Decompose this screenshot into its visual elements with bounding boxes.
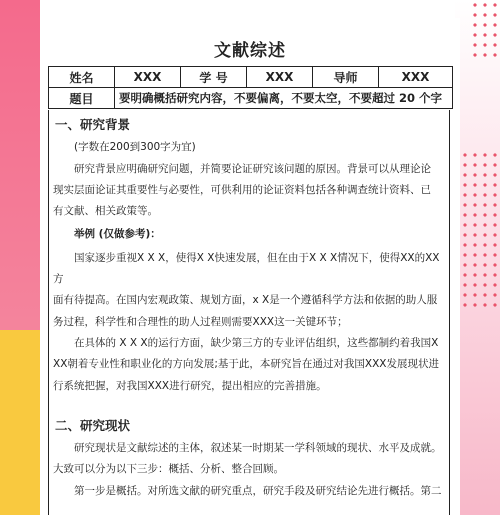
word-count-note: (字数在200到300字为宜) (74, 141, 196, 154)
status-line: 研究现状是文献综述的主体，叙述某一时期某一学科领域的现状、水平及成就。 (74, 442, 442, 455)
student-id-label: 学 号 (181, 67, 247, 88)
info-table (48, 66, 453, 109)
name-label: 姓名 (49, 67, 115, 88)
advisor-label: 导师 (313, 67, 379, 88)
decor-yellow-band (0, 330, 40, 515)
example-line: 面有待提高。在国内宏观政策、规划方面，x X是一个遵循科学方法和依据的助人服 (53, 294, 438, 307)
section-heading-background: 一、研究背景 (55, 117, 131, 132)
student-id-value: XXX (247, 67, 313, 88)
topic-value: 要明确概括研究内容，不要偏离，不要太空，不要超过 20 个字 (115, 88, 453, 109)
section-heading-status: 二、研究现状 (55, 417, 131, 433)
example-line: 行系统把握，对我国XXX进行研究，提出相应的完善措施。 (53, 379, 327, 392)
example-line: XX朝着专业性和职业化的方向发展;基于此，本研究旨在通过对我国XXX发展现状进 (53, 358, 440, 371)
example-line: 在具体的 X X X的运行方面，缺少第三方的专业评估组织，这些都制约着我国X (74, 336, 439, 349)
document-page (40, 18, 460, 515)
status-line: 大致可以分为以下三步：概括、分析、整合回顾。 (53, 463, 284, 476)
intro-line: 研究背景应明确研究问题，并简要论证研究该问题的原因。背景可以从理论论 (74, 162, 431, 175)
topic-row (49, 88, 453, 109)
name-value: XXX (115, 67, 181, 88)
document-title: 文献综述 (214, 41, 286, 61)
example-line: 国家逐步重视X X X，使得X X快速发展，但在由于X X X情况下，使得XX的XX方 (53, 251, 440, 286)
topic-label: 题目 (49, 88, 115, 109)
example-label: 举例 (仅做参考)： (74, 228, 161, 241)
advisor-value: XXX (379, 67, 453, 88)
intro-line: 现实层面论证其重要性与必要性，可供利用的论证资料包括各种调查统计资料、已 (53, 183, 431, 196)
info-row (49, 67, 453, 88)
intro-line: 有文献、相关政策等。 (53, 205, 158, 218)
content-body (48, 110, 450, 515)
example-line: 务过程，科学性和合理性的助人过程则需要XXX这一关键环节； (53, 315, 348, 328)
status-line: 第一步是概括。对所选文献的研究重点，研究手段及研究结论先进行概括。第二 (74, 484, 442, 497)
decor-dots-top (470, 0, 500, 60)
